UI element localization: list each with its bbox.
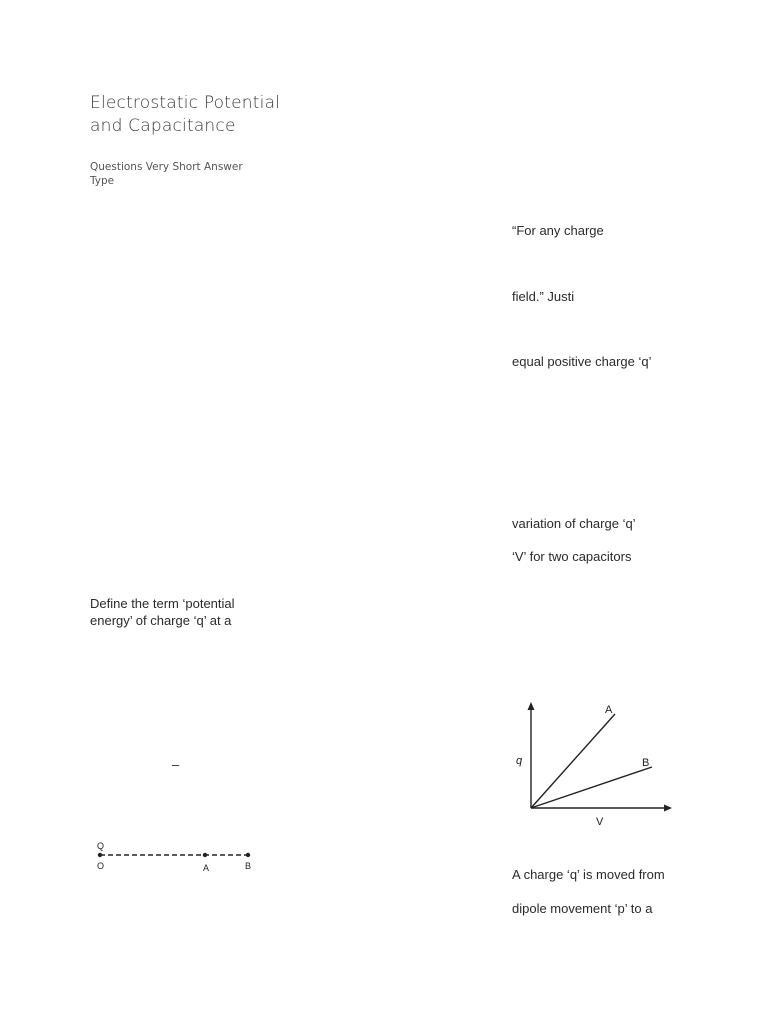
charge-line-figure [88,836,268,878]
text-line-3: equal positive charge ‘q’ [512,354,652,369]
label-q: Q [97,841,105,851]
x-axis-label: V [596,816,604,828]
label-o: O [97,861,105,871]
label-b: B [245,861,252,871]
text-line-2: field.” Justi [512,289,575,304]
line-a-label: A [605,704,613,716]
text-line-5: ‘V’ for two capacitors [512,549,632,564]
text-line-6: A charge ‘q’ is moved from [512,867,665,882]
line-b-label: B [642,757,650,769]
x-axis-arrow [664,805,672,812]
y-axis-label: q [516,755,523,767]
dash-mark: – [172,757,180,772]
text-line-1: “For any charge [512,223,604,238]
point-b [246,853,250,857]
page-title: Electrostatic Potential and Capacitance [90,93,281,136]
text-line-7: dipole movement ‘p’ to a [512,901,653,916]
q-v-graph [510,700,680,830]
y-axis-arrow [528,702,535,710]
point-a [203,853,207,857]
page-subtitle: Questions Very Short Answer Type [90,161,243,187]
text-line-4: variation of charge ‘q’ [512,516,636,531]
label-a: A [203,863,210,873]
define-potential-energy-text: Define the term ‘potential energy’ of charge ‘q’ at a [90,596,235,628]
point-o [98,853,102,857]
